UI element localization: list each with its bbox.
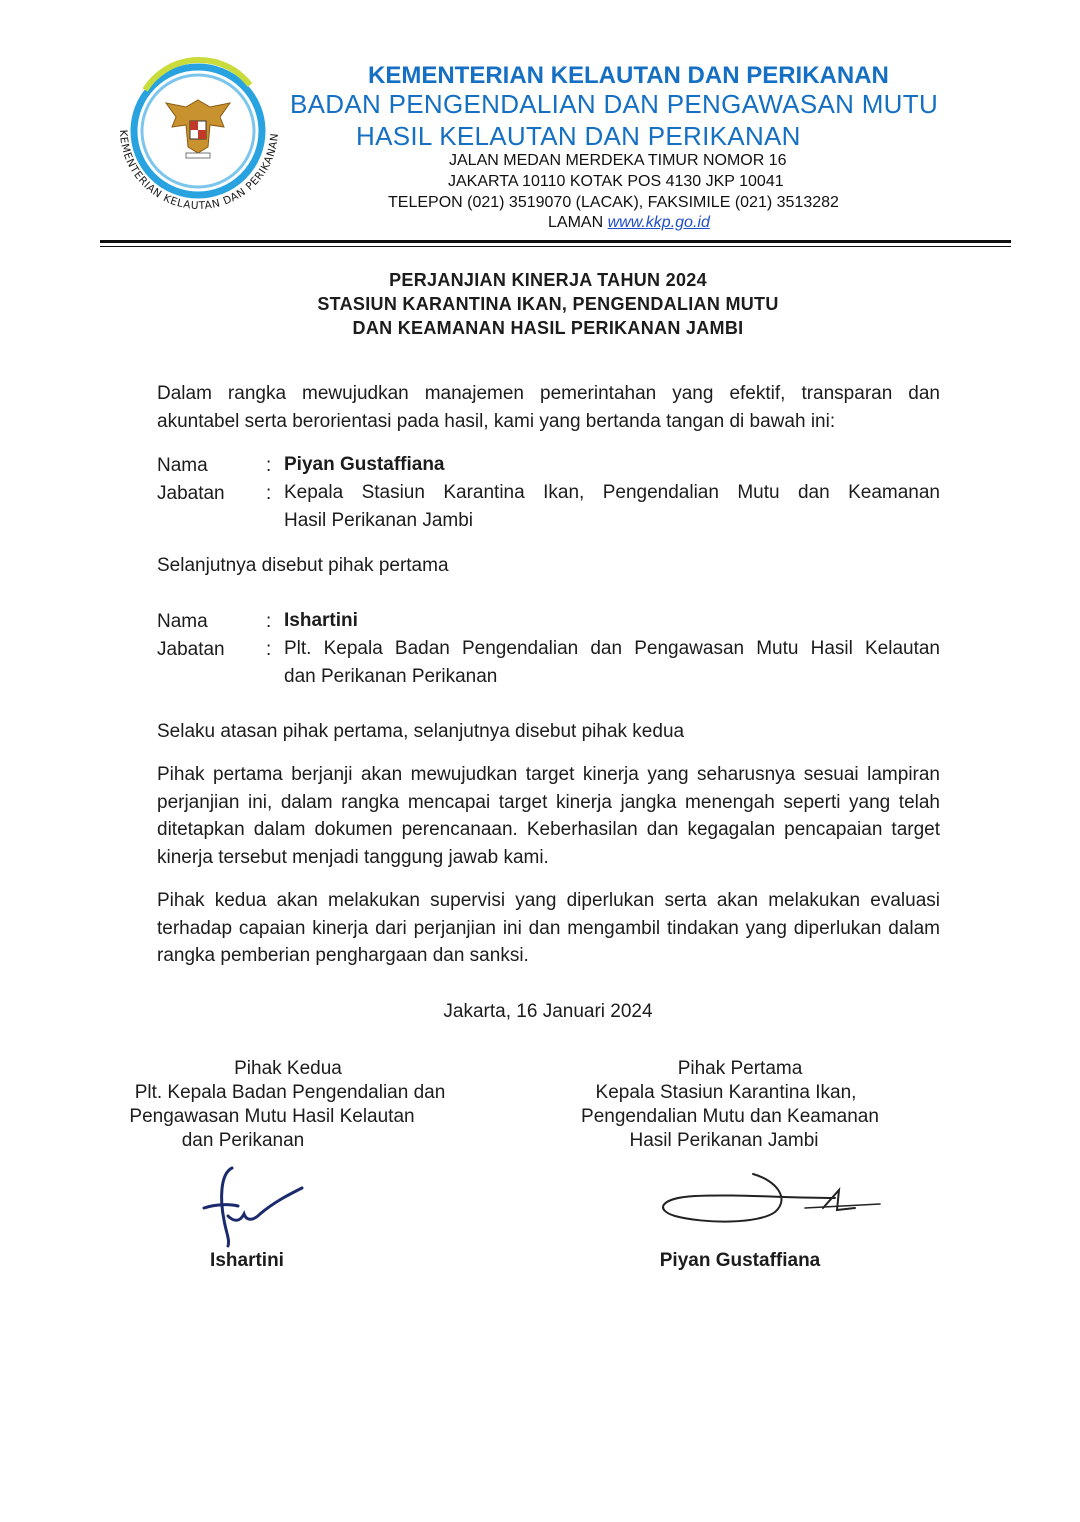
sig-right-title1: Kepala Stasiun Karantina Ikan, (595, 1082, 857, 1103)
body-paragraph-supervision: Pihak kedua akan melakukan supervisi yang diperlukan serta akan melakukan evaluasi terhadap capaian kinerja dari perjanjian ini dan mengambil tindakan yang diperlukan dalam rangka pemberian penghargaan dan sanksi. (157, 890, 940, 966)
sig-right-title3: Hasil Perikanan Jambi (629, 1130, 819, 1151)
second-party-position-line1: Plt. Kepala Badan Pengendalian dan Pengawasan Mutu Hasil Kelautan (284, 638, 940, 659)
sig-left-title1: Plt. Kepala Badan Pengendalian dan (134, 1082, 446, 1103)
colon: : (266, 455, 272, 476)
doc-title-line3: DAN KEAMANAN HASIL PERIKANAN JAMBI (352, 318, 744, 338)
intro-paragraph: Dalam rangka mewujudkan manajemen pemerintahan yang efektif, transparan dan akuntabel serta berorientasi pada hasil, kami yang bertanda tangan di bawah ini: (157, 383, 940, 432)
letterhead-rule-thick (100, 240, 1011, 243)
sig-left-role: Pihak Kedua (234, 1058, 342, 1079)
ministry-logo (100, 55, 295, 240)
colon: : (266, 483, 272, 504)
address-line2: JAKARTA 10110 KOTAK POS 4130 JKP 10041 (448, 173, 784, 190)
doc-title-line1: PERJANJIAN KINERJA TAHUN 2024 (389, 270, 707, 290)
second-party-name: Ishartini (284, 610, 358, 631)
colon: : (266, 639, 272, 660)
body-paragraph-commitment: Pihak pertama berjanji akan mewujudkan target kinerja yang seharusnya sesuai lampiran perjanjian ini, dalam rangka mencapai target kinerja jangka menengah seperti yang telah ditetapkan dalam dokumen perencanaan. Keberhasilan dan kegagalan pencapaian target kinerja tersebut menjadi tanggung jawab kami. (157, 764, 940, 868)
agency-name-line1: BADAN PENGENDALIAN DAN PENGAWASAN MUTU (290, 89, 939, 119)
second-party-position-line2: dan Perikanan Perikanan (284, 666, 498, 687)
sig-right-title2: Pengendalian Mutu dan Keamanan (581, 1106, 879, 1127)
signature-piyan-gustaffiana (655, 1168, 885, 1238)
first-party-position-label: Jabatan (157, 483, 225, 504)
place-date: Jakarta, 16 Januari 2024 (443, 1001, 653, 1022)
signature-ishartini (190, 1160, 310, 1250)
website-label: LAMAN (548, 214, 604, 231)
doc-title-line2: STASIUN KARANTINA IKAN, PENGENDALIAN MUTU (317, 294, 779, 314)
ministry-name: KEMENTERIAN KELAUTAN DAN PERIKANAN (368, 62, 889, 89)
website-line (548, 214, 710, 232)
first-party-name: Piyan Gustaffiana (284, 454, 445, 475)
first-party-note: Selanjutnya disebut pihak pertama (157, 555, 449, 576)
agency-name-line2: HASIL KELAUTAN DAN PERIKANAN (356, 121, 801, 151)
second-party-note: Selaku atasan pihak pertama, selanjutnya disebut pihak kedua (157, 721, 685, 742)
sig-right-role: Pihak Pertama (677, 1058, 803, 1079)
website-link[interactable]: www.kkp.go.id (607, 214, 710, 231)
letterhead-rule-thin (100, 246, 1011, 247)
phone-fax-line: TELEPON (021) 3519070 (LACAK), FAKSIMILE (021) 3513282 (388, 194, 839, 211)
first-party-name-label: Nama (157, 455, 208, 476)
sig-left-title2: Pengawasan Mutu Hasil Kelautan (129, 1106, 415, 1127)
second-party-name-label: Nama (157, 611, 208, 632)
first-party-position-line2: Hasil Perikanan Jambi (284, 510, 474, 531)
logo-ring-text: KEMENTERIAN KELAUTAN DAN PERIKANAN (116, 129, 282, 213)
second-party-position-label: Jabatan (157, 639, 225, 660)
sig-left-name: Ishartini (210, 1250, 284, 1271)
colon: : (266, 611, 272, 632)
sig-right-name: Piyan Gustaffiana (659, 1250, 821, 1271)
first-party-position-line1: Kepala Stasiun Karantina Ikan, Pengendalian Mutu dan Keamanan (284, 482, 940, 503)
address-line1: JALAN MEDAN MERDEKA TIMUR NOMOR 16 (449, 152, 787, 169)
sig-left-title3: dan Perikanan (181, 1130, 305, 1151)
